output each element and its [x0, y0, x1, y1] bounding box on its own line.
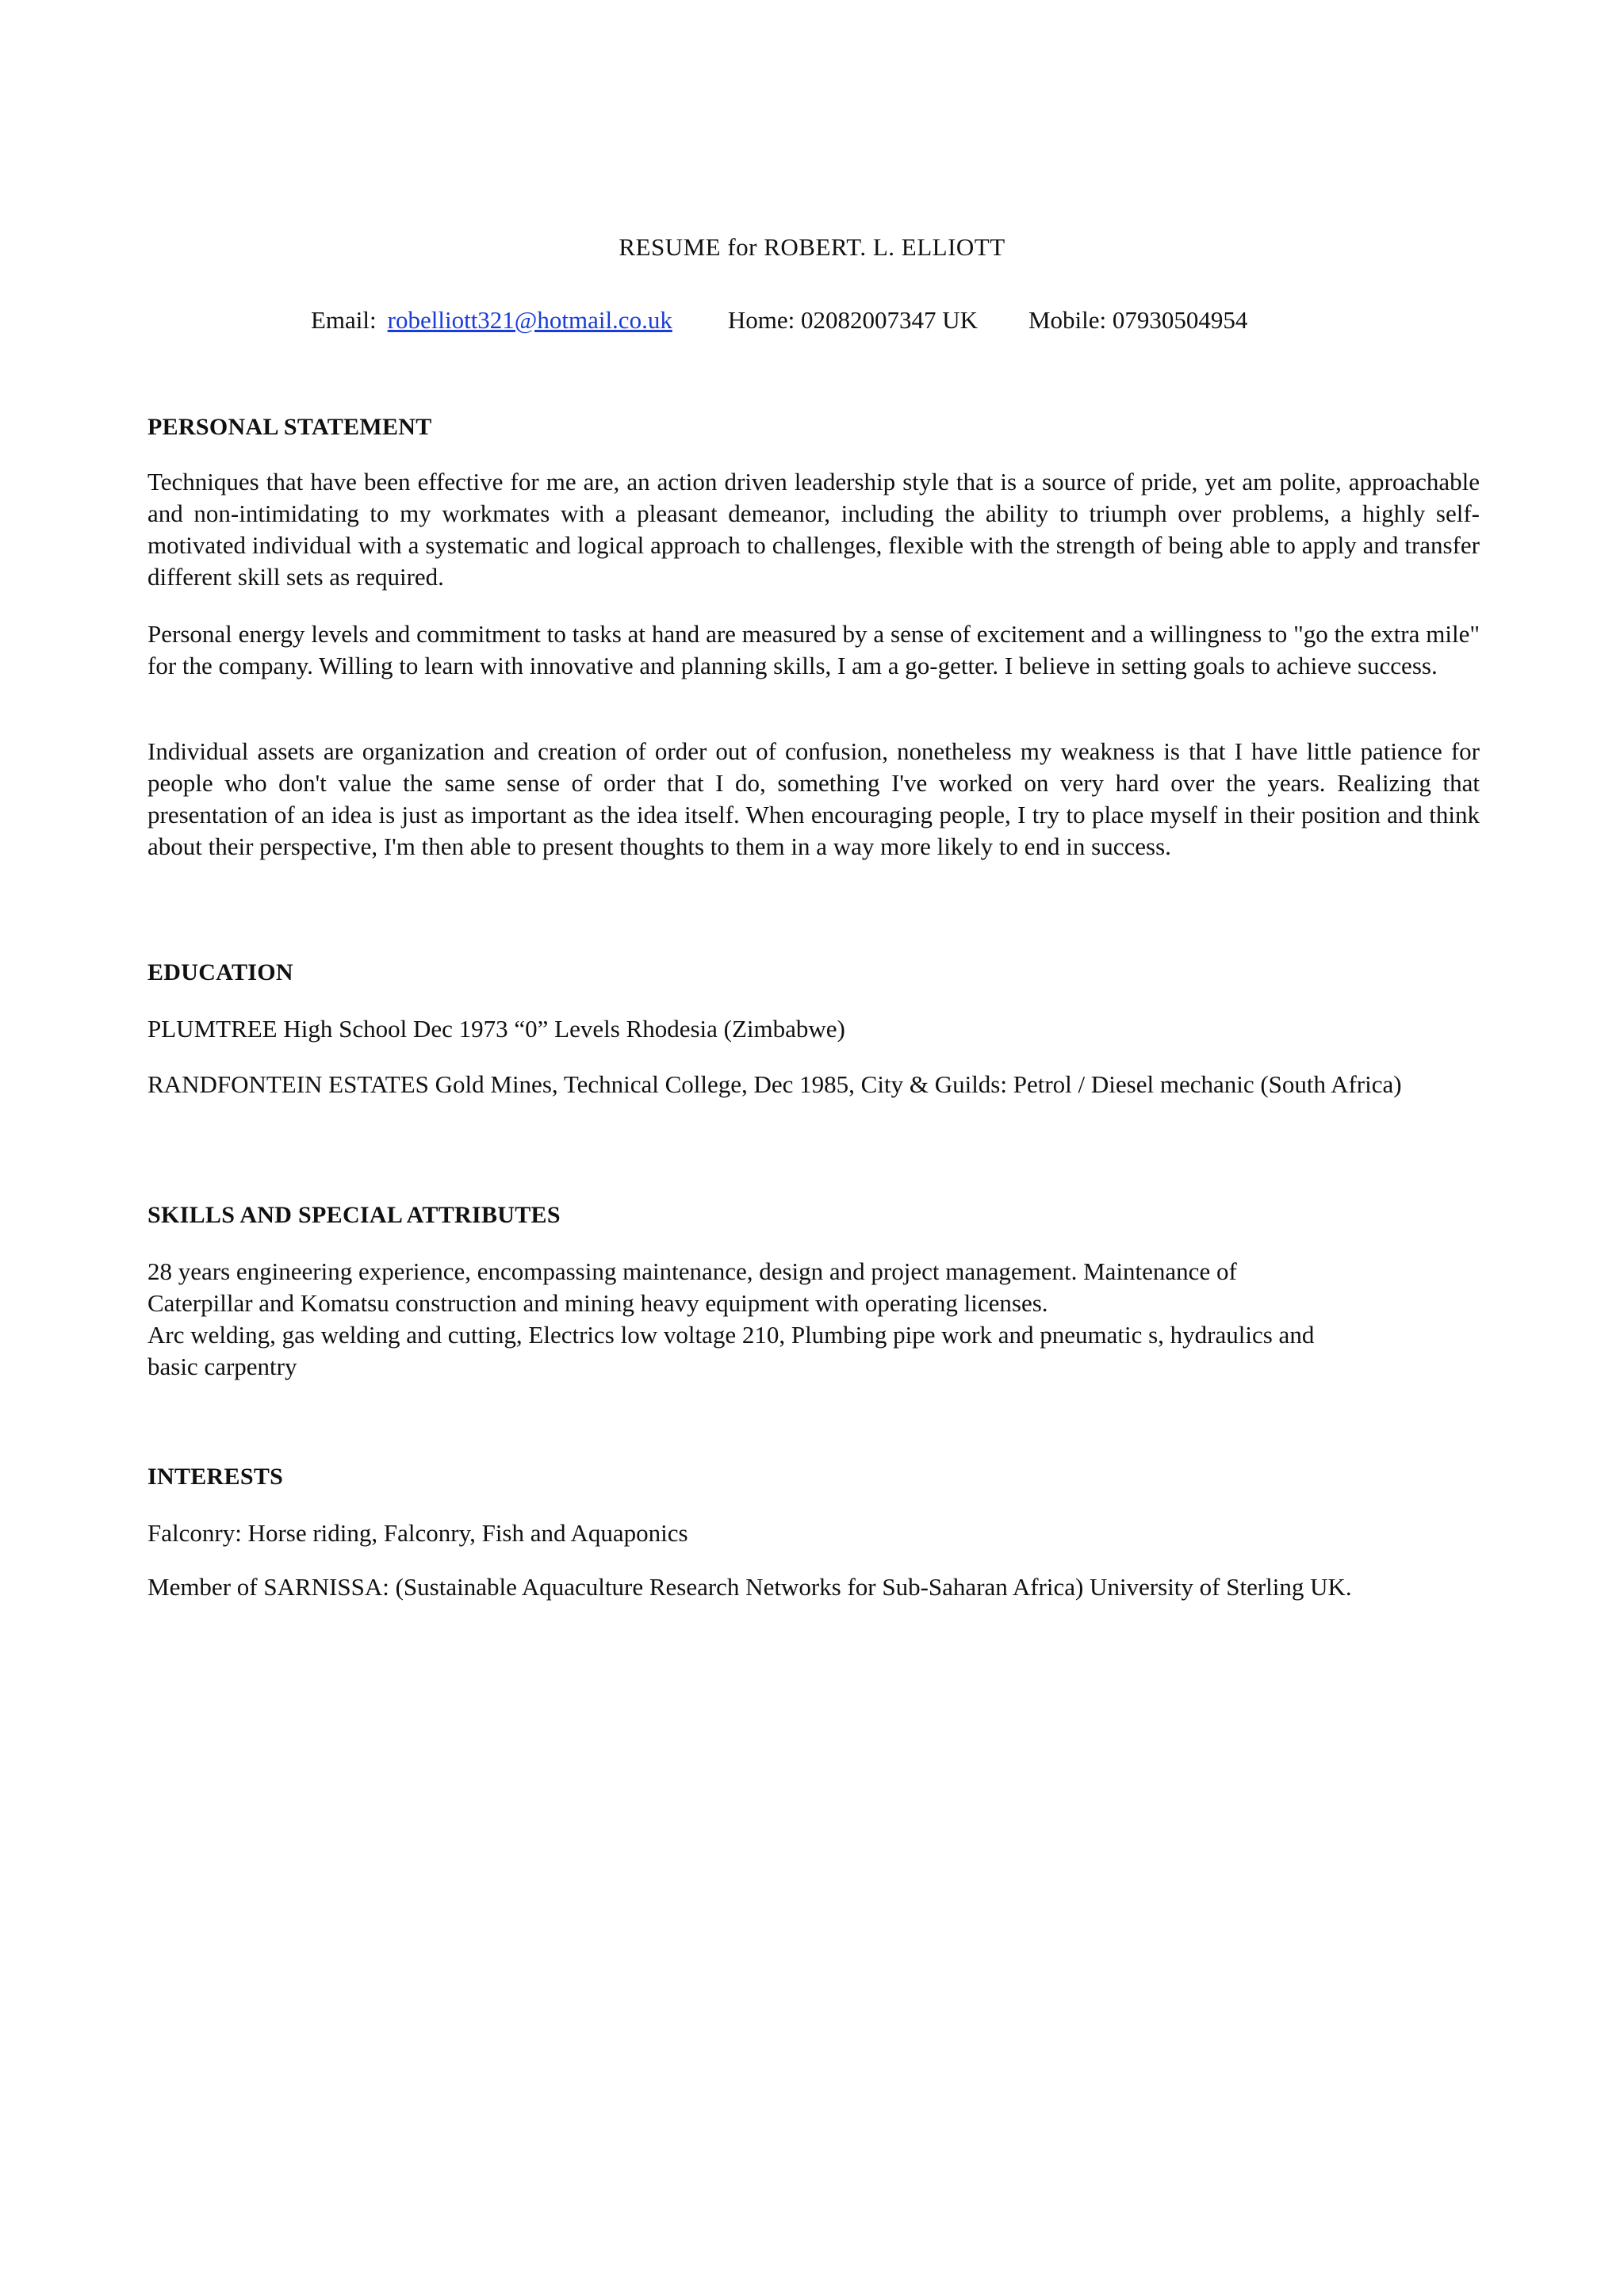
- skills-line-3: Arc welding, gas welding and cutting, Electrics low voltage 210, Plumbing pipe work and pneumatic s, hydraulics and: [147, 1321, 1315, 1349]
- education-heading: EDUCATION: [147, 959, 293, 985]
- home-phone: Home: 02082007347 UK: [727, 306, 978, 334]
- email-link[interactable]: robelliott321@hotmail.co.uk: [387, 306, 672, 334]
- personal-statement-paragraph-3: Individual assets are organization and creation of order out of confusion, nonetheless my weakness is that I have little patience for people who don't value the same sense of order that I do, something I've worked on very hard over the years. Realizing that presentation of an idea is just as important as the idea itself. When encouraging people, I try to place myself in their position and think about their perspective, I'm then able to present thoughts to them in a way more likely to end in success.: [147, 737, 1480, 860]
- personal-statement-paragraph-1: Techniques that have been effective for me are, an action driven leadership style that is a source of pride, yet am polite, approachable and non-intimidating to my workmates with a pleasant demeanor, including the ability to triumph over problems, a highly self-motivated individual with a systematic and logical approach to challenges, flexible with the strength of being able to apply and transfer different skill sets as required.: [147, 468, 1480, 591]
- skills-heading: SKILLS AND SPECIAL ATTRIBUTES: [147, 1202, 561, 1228]
- contact-line: [311, 304, 1247, 336]
- education-item-1: PLUMTREE High School Dec 1973 “0” Levels Rhodesia (Zimbabwe): [147, 1015, 845, 1043]
- skills-line-1: 28 years engineering experience, encompassing maintenance, design and project management. Maintenance of: [147, 1257, 1237, 1285]
- interests-item-2: Member of SARNISSA: (Sustainable Aquaculture Research Networks for Sub-Saharan Africa) University of Sterling UK.: [147, 1573, 1352, 1601]
- email-label: Email:: [311, 306, 377, 334]
- skills-line-4: basic carpentry: [147, 1353, 297, 1380]
- education-item-2: RANDFONTEIN ESTATES Gold Mines, Technical College, Dec 1985, City & Guilds: Petrol / Diesel mechanic (South Africa): [147, 1070, 1402, 1098]
- personal-statement-paragraph-2: Personal energy levels and commitment to tasks at hand are measured by a sense of excitement and a willingness to "go the extra mile" for the company. Willing to learn with innovative and planning skills, I am a go-getter. I believe in setting goals to achieve success.: [147, 620, 1480, 679]
- interests-heading: INTERESTS: [147, 1464, 284, 1490]
- skills-line-2: Caterpillar and Komatsu construction and mining heavy equipment with operating licenses.: [147, 1289, 1048, 1317]
- personal-statement-heading: PERSONAL STATEMENT: [147, 414, 432, 440]
- resume-title: RESUME for ROBERT. L. ELLIOTT: [619, 233, 1005, 261]
- mobile-phone: Mobile: 07930504954: [1028, 306, 1248, 334]
- interests-item-1: Falconry: Horse riding, Falconry, Fish and Aquaponics: [147, 1519, 688, 1547]
